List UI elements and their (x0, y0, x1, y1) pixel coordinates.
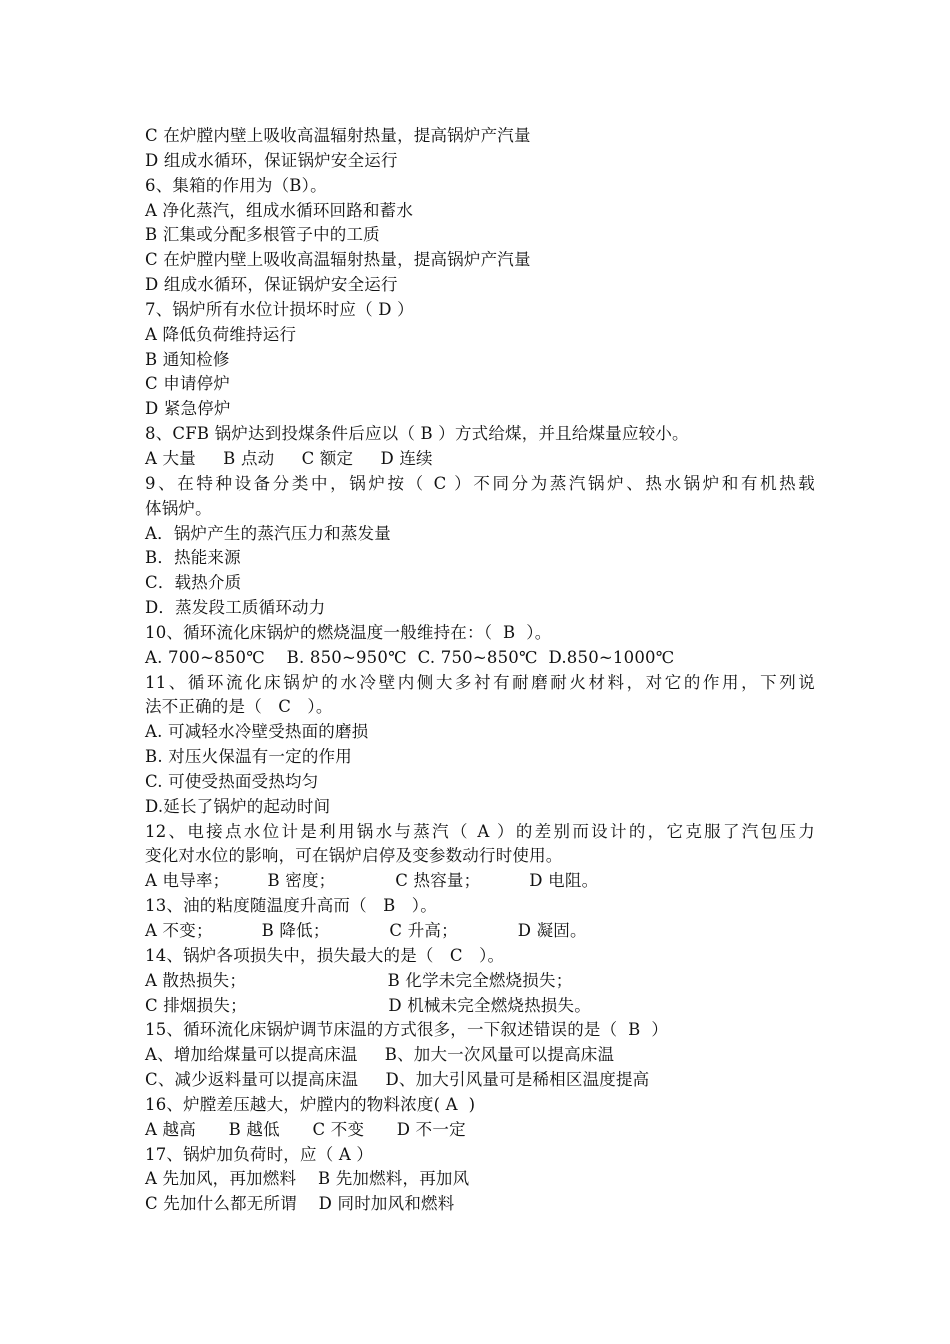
q6-option-c: C 在炉膛内壁上吸收高温辐射热量，提高锅炉产汽量 (145, 250, 531, 270)
q9-option-b: B．热能来源 (145, 548, 241, 568)
question-15: 15、循环流化床锅炉调节床温的方式很多，一下叙述错误的是（ B ） (145, 1020, 669, 1040)
q7-option-a: A 降低负荷维持运行 (145, 324, 297, 344)
question-12-line-1: 12、电接点水位计是利用锅水与蒸汽（ A ）的差别而设计的，它克服了汽包压力 (145, 821, 815, 841)
q9-option-a: A．锅炉产生的蒸汽压力和蒸发量 (145, 523, 391, 543)
question-7: 7、锅炉所有水位计损坏时应（ D ） (145, 299, 414, 319)
q12-options: A 电导率； B 密度； C 热容量； D 电阻。 (145, 871, 599, 891)
q14-options-cd: C 排烟损失； D 机械未完全燃烧热损失。 (145, 995, 591, 1015)
q10-options: A. 700~850℃ B. 850~950℃ C. 750~850℃ D.850~1000℃ (145, 647, 675, 667)
q8-options: A 大量 B 点动 C 额定 D 连续 (145, 448, 433, 468)
question-11-line-2: 法不正确的是（ C ）。 (145, 697, 333, 717)
q7-option-d: D 紧急停炉 (145, 399, 231, 419)
q17-options-cd: C 先加什么都无所谓 D 同时加风和燃料 (145, 1194, 455, 1214)
q6-option-b: B 汇集或分配多根管子中的工质 (145, 225, 380, 245)
q15-options-cd: C、减少返料量可以提高床温 D、加大引风量可是稀相区温度提高 (145, 1070, 650, 1090)
q6-option-d: D 组成水循环，保证锅炉安全运行 (145, 275, 398, 295)
question-13: 13、油的粘度随温度升高而（ B ）。 (145, 896, 437, 916)
question-9-line-1: 9、在特种设备分类中，锅炉按（ C ）不同分为蒸汽锅炉、热水锅炉和有机热载 (145, 473, 815, 493)
q14-options-ab: A 散热损失； B 化学未完全燃烧损失； (145, 970, 573, 990)
question-17: 17、锅炉加负荷时，应（ A ） (145, 1144, 374, 1164)
q16-options: A 越高 B 越低 C 不变 D 不一定 (145, 1119, 466, 1139)
q11-option-c: C. 可使受热面受热均匀 (145, 771, 319, 791)
question-11-line-1: 11、循环流化床锅炉的水冷壁内侧大多衬有耐磨耐火材料，对它的作用，下列说 (145, 672, 815, 692)
question-10: 10、循环流化床锅炉的燃烧温度一般维持在：（ B ）。 (145, 622, 552, 642)
q9-option-c: C．载热介质 (145, 573, 242, 593)
q13-options: A 不变； B 降低； C 升高； D 凝固。 (145, 921, 587, 940)
q11-option-d: D.延长了锅炉的起动时间 (145, 796, 331, 816)
q17-options-ab: A 先加风，再加燃料 B 先加燃料，再加风 (145, 1169, 470, 1189)
question-14: 14、锅炉各项损失中，损失最大的是（ C ）。 (145, 945, 505, 965)
text-line-1: C 在炉膛内壁上吸收高温辐射热量，提高锅炉产汽量 (145, 126, 531, 145)
question-12-line-2: 变化对水位的影响，可在锅炉启停及变参数动行时使用。 (145, 846, 563, 866)
q9-option-d: D．蒸发段工质循环动力 (145, 598, 326, 618)
question-16: 16、炉膛差压越大，炉膛内的物料浓度( A ) (145, 1094, 476, 1114)
question-9-line-2: 体锅炉。 (145, 498, 212, 518)
question-8: 8、CFB 锅炉达到投煤条件后应以（ B ）方式给煤，并且给煤量应较小。 (145, 424, 689, 444)
q15-options-ab: A、增加给煤量可以提高床温 B、加大一次风量可以提高床温 (145, 1045, 615, 1065)
q7-option-c: C 申请停炉 (145, 374, 231, 394)
q7-option-b: B 通知检修 (145, 349, 230, 369)
document-body (145, 124, 815, 1217)
q6-option-a: A 净化蒸汽，组成水循环回路和蓄水 (145, 200, 414, 220)
q11-option-a: A. 可减轻水冷壁受热面的磨损 (145, 722, 369, 742)
question-6: 6、集箱的作用为（B）。 (145, 175, 327, 195)
q11-option-b: B. 对压火保温有一定的作用 (145, 747, 352, 767)
text-line-2: D 组成水循环，保证锅炉安全运行 (145, 150, 398, 170)
